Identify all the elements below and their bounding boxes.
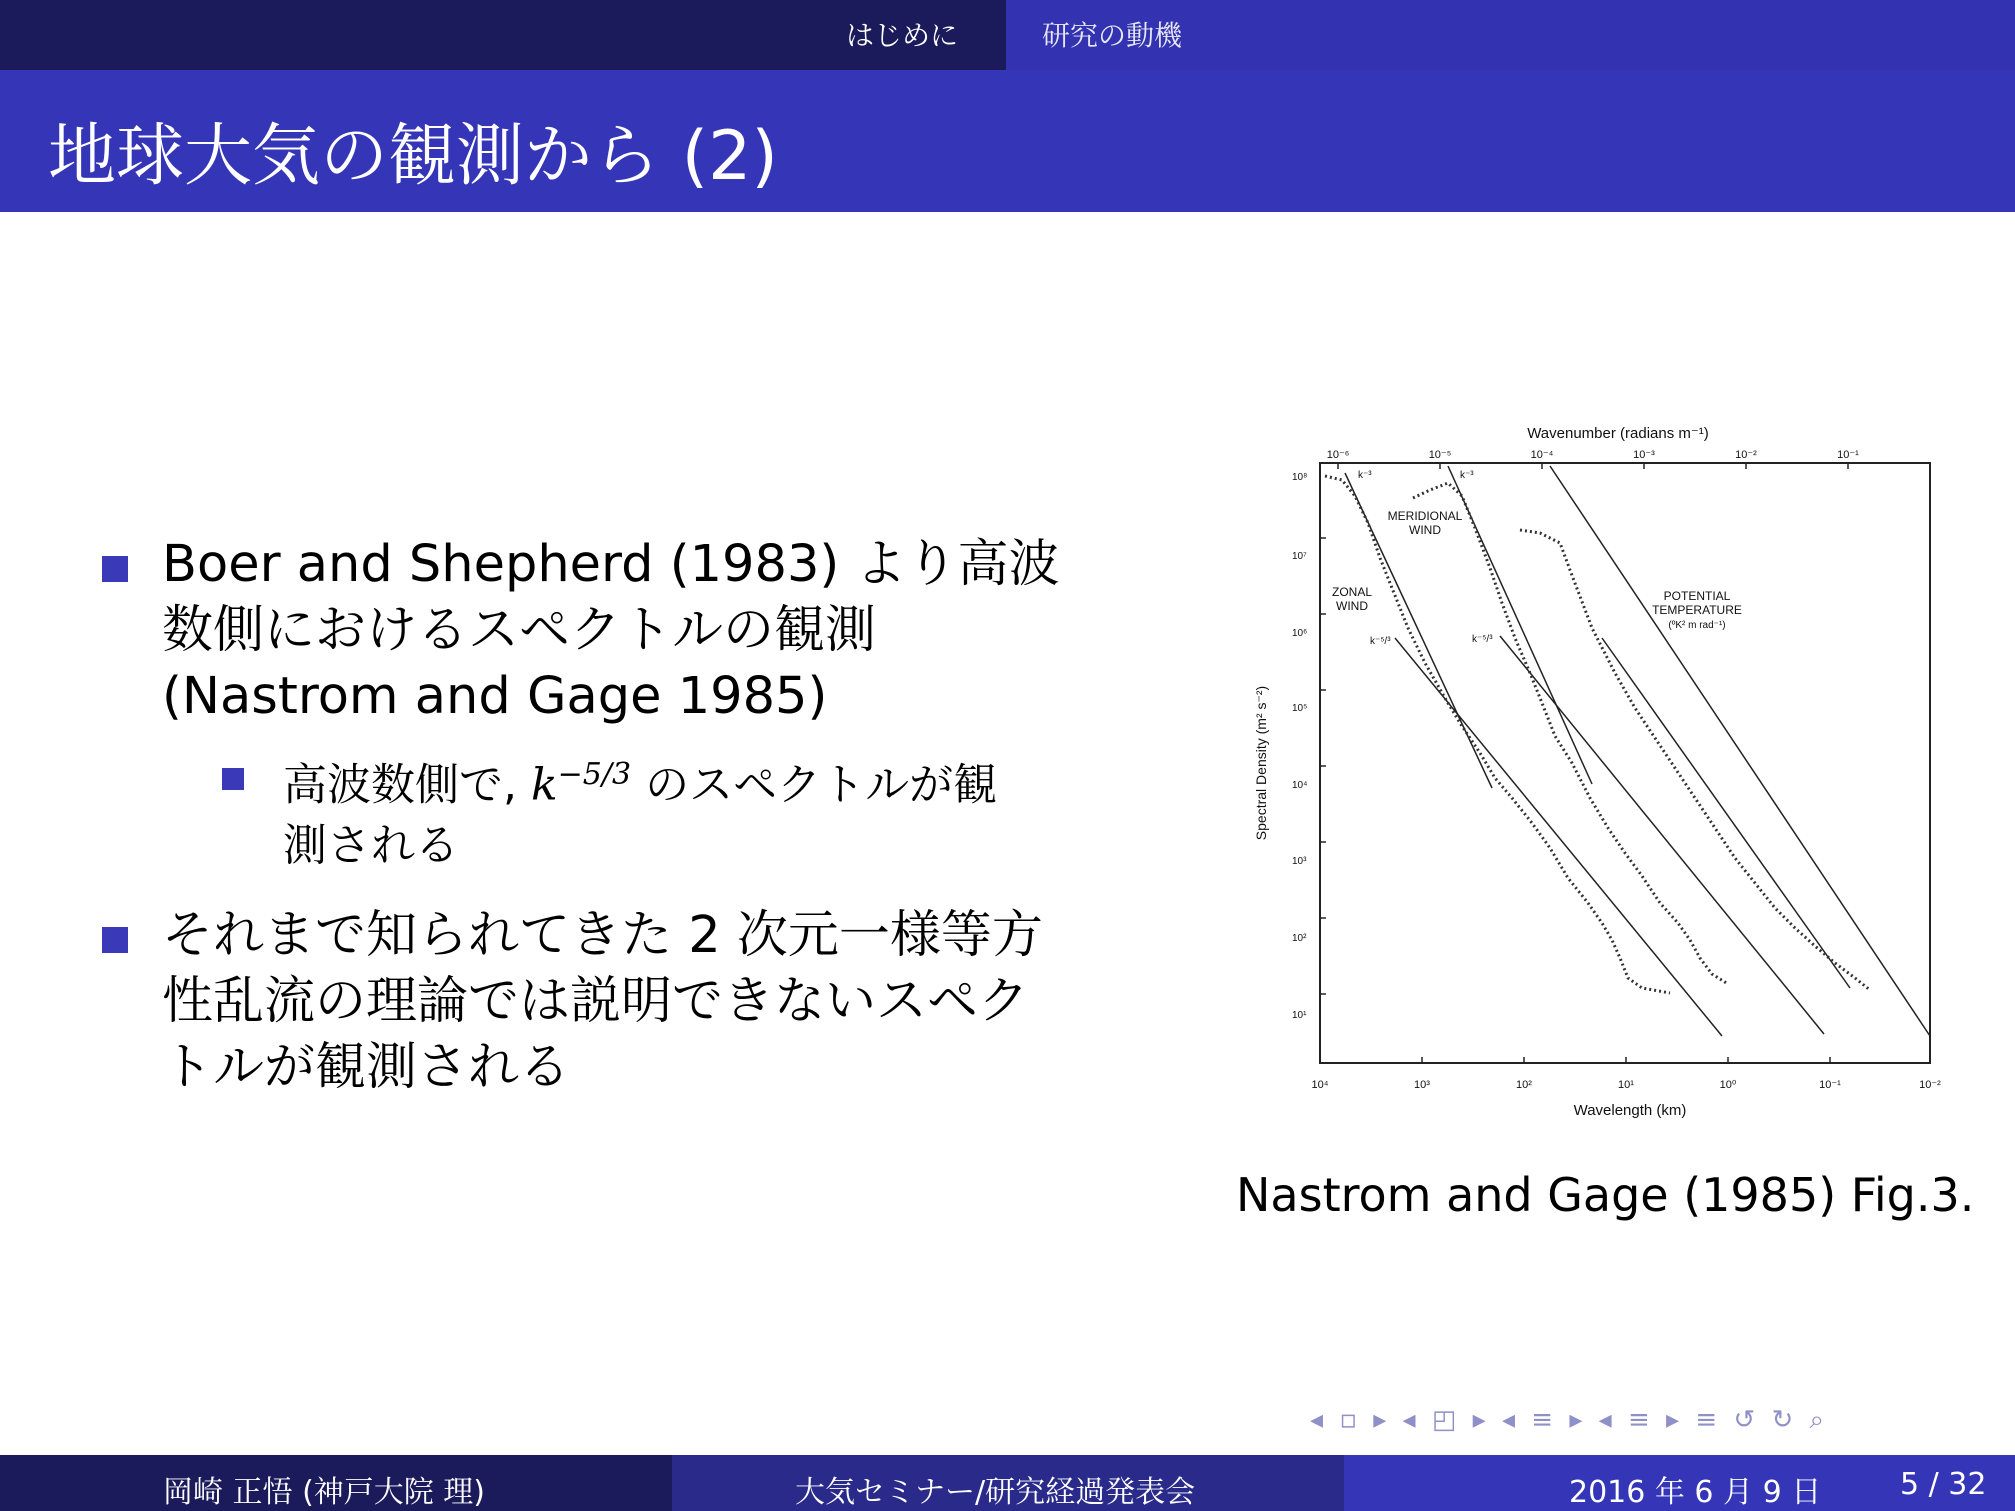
spectrum-figure — [1250, 418, 1970, 1138]
bullet-line: (Nastrom and Gage 1985) — [162, 667, 828, 726]
bullet-marker — [102, 927, 128, 953]
bullet-text — [162, 532, 1060, 730]
y-tick-label: 10¹ — [1292, 1010, 1307, 1021]
bottom-axis-title: Wavelength (km) — [1573, 1102, 1687, 1119]
bullet-line: Boer and Shepherd (1983) より高波 — [162, 535, 1060, 594]
nav-subsection-motivation[interactable]: 研究の動機 — [1042, 19, 1183, 52]
math-exponent: −5/3 — [557, 757, 632, 792]
nav-right-band — [1006, 0, 2015, 70]
top-tick-label: 10⁻⁵ — [1428, 449, 1452, 461]
top-navigation — [0, 0, 2015, 70]
y-tick-label: 10⁸ — [1292, 472, 1308, 483]
k-53-reference-line-meridional — [1500, 636, 1824, 1034]
y-tick-label: 10⁷ — [1292, 551, 1307, 562]
bottom-tick-label: 10² — [1516, 1079, 1532, 1091]
sub-bullet-line — [283, 745, 997, 816]
bottom-tick-label: 10⁰ — [1719, 1079, 1737, 1091]
bullet-line: 数側におけるスペクトルの観測 — [162, 601, 877, 660]
footer-author: 岡崎 正悟 (神戸大院 理) — [163, 1475, 486, 1510]
figure-caption: Nastrom and Gage (1985) Fig.3. — [1236, 1168, 1975, 1222]
y-tick-label: 10³ — [1292, 856, 1307, 867]
title-bar — [0, 70, 2015, 212]
bullet-line: 性乱流の理論では説明できないスペク — [162, 972, 1030, 1031]
footer-page-number: 5 / 32 — [1900, 1467, 1987, 1502]
top-tick-label: 10⁻³ — [1633, 449, 1655, 461]
top-axis-title: Wavenumber (radians m⁻¹) — [1527, 425, 1709, 442]
meridional-wind-label: WIND — [1409, 523, 1441, 537]
footer — [0, 1455, 2015, 1511]
beamer-navigation-controls[interactable]: ◂ ▫ ▸ ◂ ◰ ▸ ◂ ≡ ▸ ◂ ≡ ▸ ≡ ↺ ↻ ⌕ — [1310, 1405, 1829, 1435]
sub-bullet-marker — [222, 768, 244, 790]
bullet-text — [162, 903, 1043, 1101]
top-tick-label: 10⁻² — [1735, 449, 1757, 461]
footer-date-band — [1344, 1455, 2015, 1511]
k-53-reference-line-zonal — [1395, 638, 1722, 1036]
y-tick-label: 10⁵ — [1292, 703, 1308, 714]
top-tick-label: 10⁻¹ — [1837, 449, 1859, 461]
y-tick-label: 10⁶ — [1292, 628, 1308, 639]
zonal-wind-spectrum — [1325, 476, 1670, 993]
bottom-tick-label: 10⁴ — [1311, 1079, 1329, 1091]
footer-event-band — [672, 1455, 1344, 1511]
potential-temperature-label: POTENTIAL — [1663, 589, 1731, 603]
slope-label: k⁻⁵/³ — [1472, 634, 1493, 645]
potential-temperature-unit: (ºK² m rad⁻¹) — [1668, 620, 1726, 631]
slope-label: k⁻³ — [1460, 470, 1474, 481]
bullet-line: それまで知られてきた 2 次元一様等方 — [162, 906, 1043, 965]
meridional-wind-label: MERIDIONAL — [1387, 509, 1463, 523]
top-tick-label: 10⁻⁴ — [1530, 449, 1554, 461]
slope-label: k⁻⁵/³ — [1370, 636, 1391, 647]
bullet-line: トルが観測される — [162, 1038, 571, 1097]
meridional-wind-spectrum — [1413, 483, 1728, 984]
zonal-wind-label: ZONAL — [1331, 585, 1373, 599]
bottom-tick-label: 10⁻¹ — [1819, 1079, 1841, 1091]
sub-bullet-text — [283, 745, 997, 876]
potential-temperature-label: TEMPERATURE — [1652, 603, 1742, 617]
sub-suffix: のスペクトルが観 — [631, 759, 998, 811]
zonal-wind-label: WIND — [1336, 599, 1368, 613]
slide-title: 地球大気の観測から (2) — [48, 117, 778, 196]
sub-bullet-line: 測される — [283, 819, 459, 871]
nav-section-introduction[interactable]: はじめに — [846, 19, 959, 52]
sub-prefix: 高波数側で, — [283, 759, 531, 811]
y-tick-label: 10⁴ — [1292, 780, 1308, 791]
y-tick-label: 10² — [1292, 933, 1307, 944]
k-53-reference-line-temperature — [1550, 466, 1930, 1036]
nav-left-band — [0, 0, 1006, 70]
bottom-tick-label: 10⁻² — [1919, 1079, 1941, 1091]
math-k: k — [530, 759, 558, 811]
bullet-marker — [102, 556, 128, 582]
top-tick-label: 10⁻⁶ — [1326, 449, 1350, 461]
slope-label: k⁻³ — [1358, 470, 1372, 481]
bottom-tick-label: 10¹ — [1618, 1079, 1634, 1091]
footer-event: 大気セミナー/研究経過発表会 — [795, 1475, 1196, 1510]
y-axis-title: Spectral Density (m² s⁻²) — [1253, 685, 1269, 841]
footer-date: 2016 年 6 月 9 日 — [1569, 1475, 1822, 1510]
bottom-tick-label: 10³ — [1414, 1079, 1430, 1091]
footer-author-band — [0, 1455, 672, 1511]
